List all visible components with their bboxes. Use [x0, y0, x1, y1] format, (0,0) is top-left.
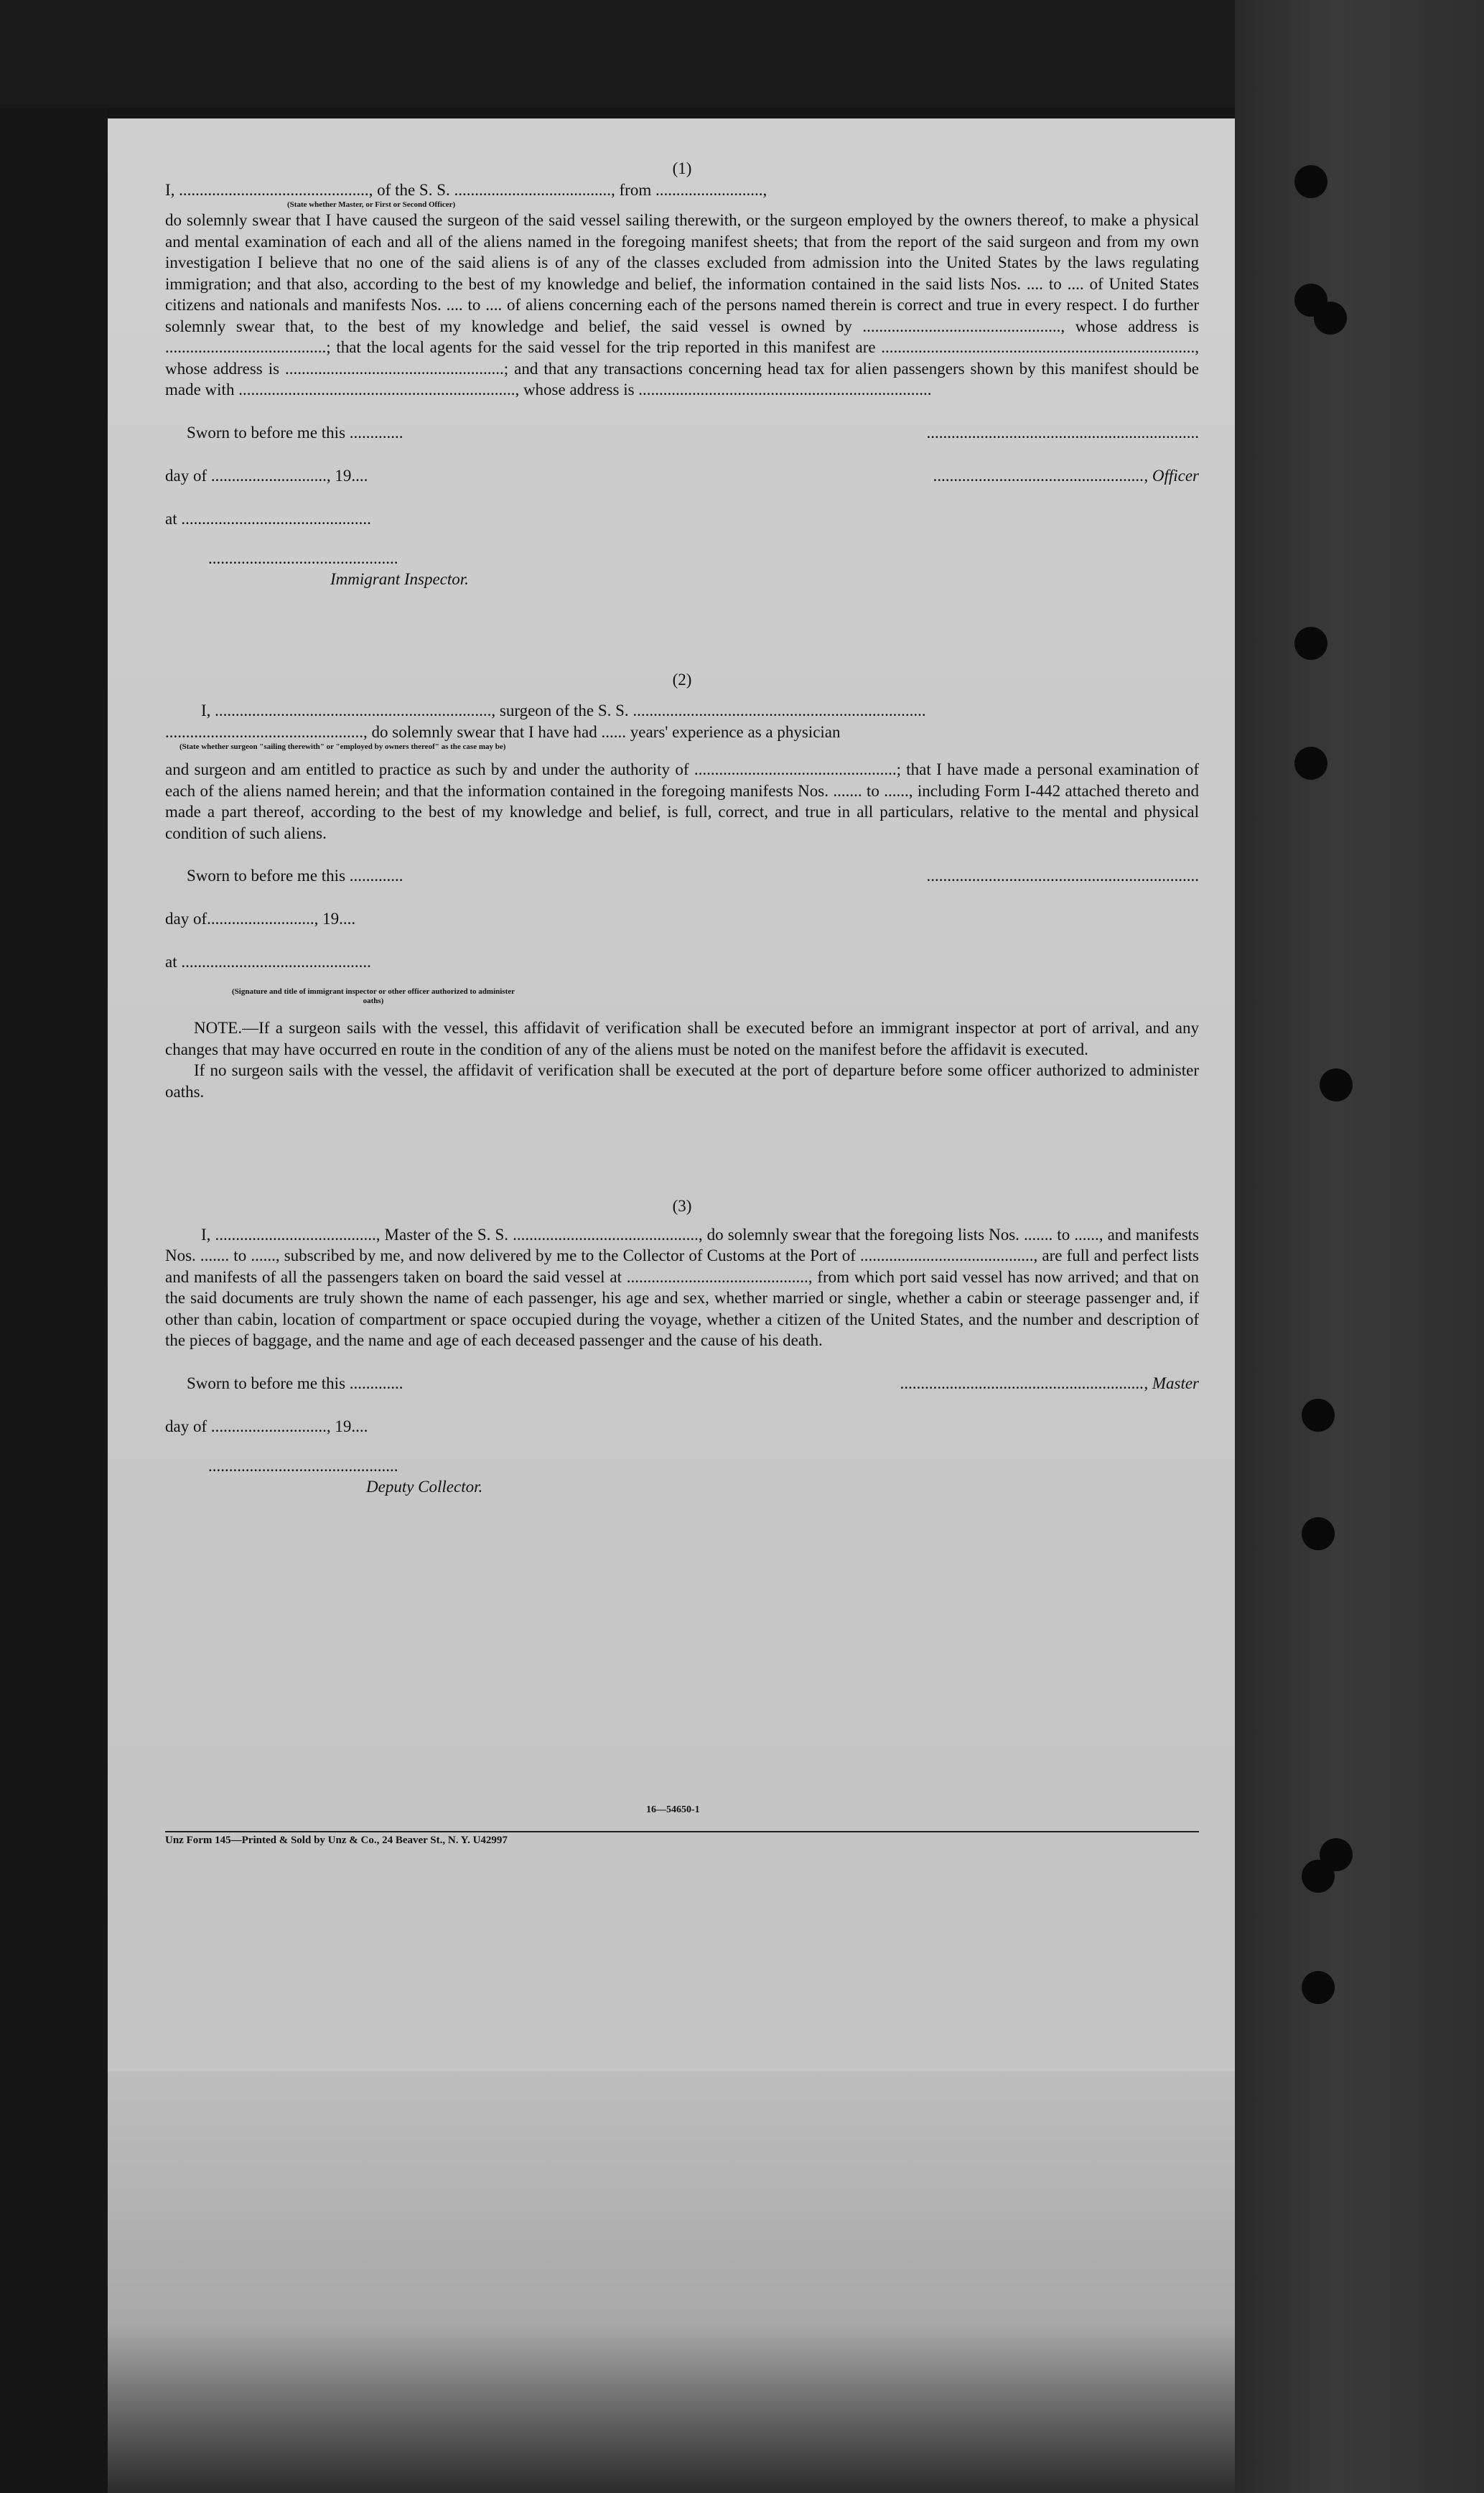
section-number: (1): [672, 159, 692, 177]
section-2: [165, 669, 1199, 1103]
footer-rule: [165, 1831, 1199, 1832]
section-1-body: do solemnly swear that I have caused the surgeon of the said vessel sailing therewith, or the surgeon employed by the owners thereof, to make a physical and mental examination of each and all of the aliens named in the foregoing manifest sheets; that from the report of the said surgeon and from my own investigation I believe that no one of the said aliens is of any of the classes excluded from admission into the United States by the laws regulating immigration; and that also, according to the best of my knowledge and belief, the information contained in the said lists Nos. .... to .... of United States citizens and nationals and manifests Nos. .... to .... of aliens concerning each of the persons named therein is correct and true in every respect. I do further solemnly swear that, to the best of my knowledge and belief, the said vessel is owned by ................................................, whose address is .......................................; that the local agents for the said vessel for the trip reported in this manifest are ............................................................................, whose address is .....................................................; and that any transactions concerning head tax for alien passengers shown by this manifest should be made with ..................................................................., whose address is .......................................................................: [165, 211, 1199, 399]
note-paragraph-2: If no surgeon sails with the vessel, the affidavit of verification shall be executed at the port of departure before some officer authorized to administer oaths.: [165, 1061, 1199, 1101]
section-3-body: I, ......................................., Master of the S. S. ............................................., do solemnly swear that the foregoing lists Nos. ....... to ......, and manifests Nos. ....... to ......, subscribed by me, and now delivered by me to the Collector of Customs at the Port of .........................................., are full and perfect lists and manifests of all the passengers taken on board the said vessel at ............................................, from which port said vessel has now arrived; and that on the said documents are truly shown the name of each passenger, his age and sex, whether married or single, whether a cabin or steerage passenger and, if other than cabin, location of compartment or space occupied during the voyage, whether a citizen of the United States, and the number and description of the pieces of baggage, and the name and age of each deceased passenger and the cause of his death.: [165, 1225, 1199, 1349]
day-line: day of ............................, 19....: [165, 1417, 368, 1435]
section-2-caption-2: (Signature and title of immigrant inspector or other officer authorized to administer oaths): [231, 987, 515, 1005]
section-1-first-line: I, .............................................., of the S. S. ......................................, from ..........................,: [165, 180, 767, 199]
signature-dots: ..................................................................: [926, 867, 1199, 885]
sworn-line: Sworn to before me this .............: [187, 1374, 403, 1392]
note-paragraph: NOTE.—If a surgeon sails with the vessel, this affidavit of verification shall be executed before an immigrant inspector at port of arrival, and any changes that may have occurred en route in the condition of any of the aliens must be noted on the manifest before the affidavit is executed.: [165, 1019, 1199, 1058]
inspector-dots: ..............................................: [208, 549, 398, 567]
film-border-left: [0, 0, 108, 2493]
form-code: 16—54650-1: [646, 1804, 700, 1815]
section-2-caption: (State whether surgeon "sailing therewith" or "employed by owners thereof" as the case may be): [179, 742, 506, 751]
section-2-first-line: I, ..................................................................., surgeon of the S. S. .......................................................................: [201, 702, 926, 719]
collector-dots: ..............................................: [208, 1456, 398, 1475]
binder-hole: [1294, 747, 1327, 780]
printer-footer: Unz Form 145—Printed & Sold by Unz & Co., 24 Beaver St., N. Y. U42997: [165, 1835, 508, 1846]
section-2-second-line: ................................................, do solemnly swear that I have had ...... years' experience as a physician: [165, 722, 841, 741]
section-number: (2): [672, 670, 692, 689]
document-page-lower: [108, 2072, 1235, 2493]
at-line: at ..............................................: [165, 509, 371, 528]
binder-hole: [1302, 1860, 1335, 1893]
sworn-line: Sworn to before me this .............: [187, 423, 403, 442]
section-1: [165, 158, 1199, 590]
binder-hole: [1320, 1068, 1353, 1101]
master-signature: ..........................................................., Master: [900, 1374, 1199, 1392]
deputy-collector-label: Deputy Collector.: [366, 1478, 483, 1496]
sworn-line: Sworn to before me this .............: [187, 867, 403, 885]
binder-hole: [1302, 1971, 1335, 2004]
signature-dots: ..................................................................: [926, 423, 1199, 442]
day-line: day of.........................., 19....: [165, 910, 356, 928]
binder-hole: [1302, 1399, 1335, 1432]
officer-signature: ..................................................., Officer: [933, 466, 1199, 485]
at-line: at ..............................................: [165, 953, 371, 971]
binder-hole: [1302, 1517, 1335, 1550]
section-1-caption: (State whether Master, or First or Second Officer): [287, 200, 456, 209]
binder-hole: [1314, 302, 1347, 335]
affidavit-document: [165, 158, 1199, 1498]
section-2-body: and surgeon and am entitled to practice as such by and under the authority of .................................................; that I have made a personal examination of each of the aliens named herein; and that the information contained in the foregoing manifests Nos. ....... to ......, including Form I-442 attached thereto and made a part thereof, according to the best of my knowledge and belief, is full, correct, and true in all particulars, relative to the mental and physical condition of such aliens.: [165, 760, 1199, 842]
immigrant-inspector-label: Immigrant Inspector.: [330, 570, 469, 588]
film-border-right: [1235, 0, 1484, 2493]
binder-hole: [1294, 165, 1327, 198]
section-3: [165, 1196, 1199, 1498]
day-line: day of ............................, 19....: [165, 466, 368, 485]
section-number: (3): [672, 1197, 692, 1215]
binder-hole: [1294, 627, 1327, 660]
